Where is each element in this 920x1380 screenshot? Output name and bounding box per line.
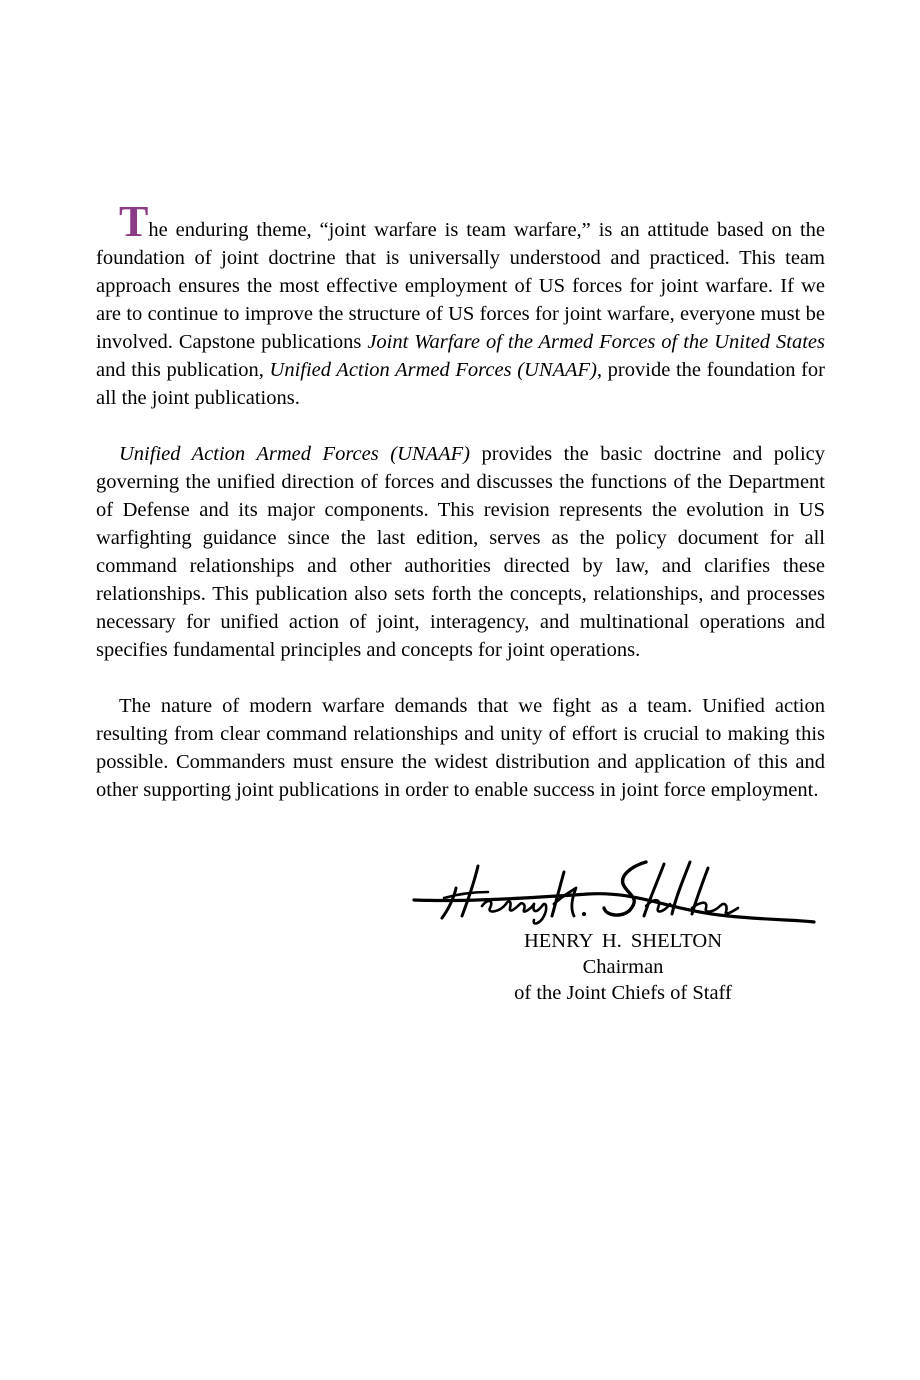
signatory-title: Chairman (582, 956, 664, 978)
paragraph-1-italic-title-a: Joint Warfare of the Armed Forces of the United States (367, 331, 825, 353)
paragraph-2-text: provides the basic doctrine and policy governing the unified direction of forces and discusses the functions of the Department of Defense and its major components. This revision represents the evolution in US warfighting guidance since the last edition, serves as the policy document for all command relationships and other authorities directed by law, and clarifies these relationships. This publication also sets forth the concepts, relationships, and processes necessary for unified action of joint, interagency, and multinational operations and specifies fundamental principles and concepts for joint operations. (96, 443, 825, 661)
letter-body (96, 197, 826, 804)
paragraph-1-text-b: and this publication, (96, 359, 270, 381)
paragraph-1-italic-title-b: Unified Action Armed Forces (UNAAF), (269, 359, 603, 381)
paragraph-1-text-a: he enduring theme, “joint warfare is team warfare,” is an attitude based on the foundation of joint doctrine that is universally understood and practiced. This team approach ensures the most effective employment of US forces for joint warfare. If we are to continue to improve the structure of US forces for joint warfare, everyone must be involved. Capstone publications (96, 219, 825, 353)
signature-caption (468, 928, 778, 1006)
paragraph-3-text: The nature of modern warfare demands that we fight as a team. Unified action resulting from clear command relationships and unity of effort is crucial to making this possible. Commanders must ensure the widest distribution and application of this and other supporting joint publications in order to enable success in joint force employment. (96, 695, 825, 801)
paragraph-3 (96, 692, 825, 804)
paragraph-1 (96, 197, 826, 412)
signatory-organization: of the Joint Chiefs of Staff (514, 982, 732, 1004)
signatory-name: HENRY H. SHELTON (523, 930, 723, 952)
paragraph-2 (96, 440, 825, 664)
paragraph-1-text-c: provide the foundation for all the joint publications. (96, 359, 826, 409)
handwritten-signature (408, 858, 828, 928)
drop-cap: T (119, 197, 149, 246)
signature-drawing (408, 858, 828, 928)
paragraph-2-italic-title: Unified Action Armed Forces (UNAAF) (119, 443, 470, 465)
